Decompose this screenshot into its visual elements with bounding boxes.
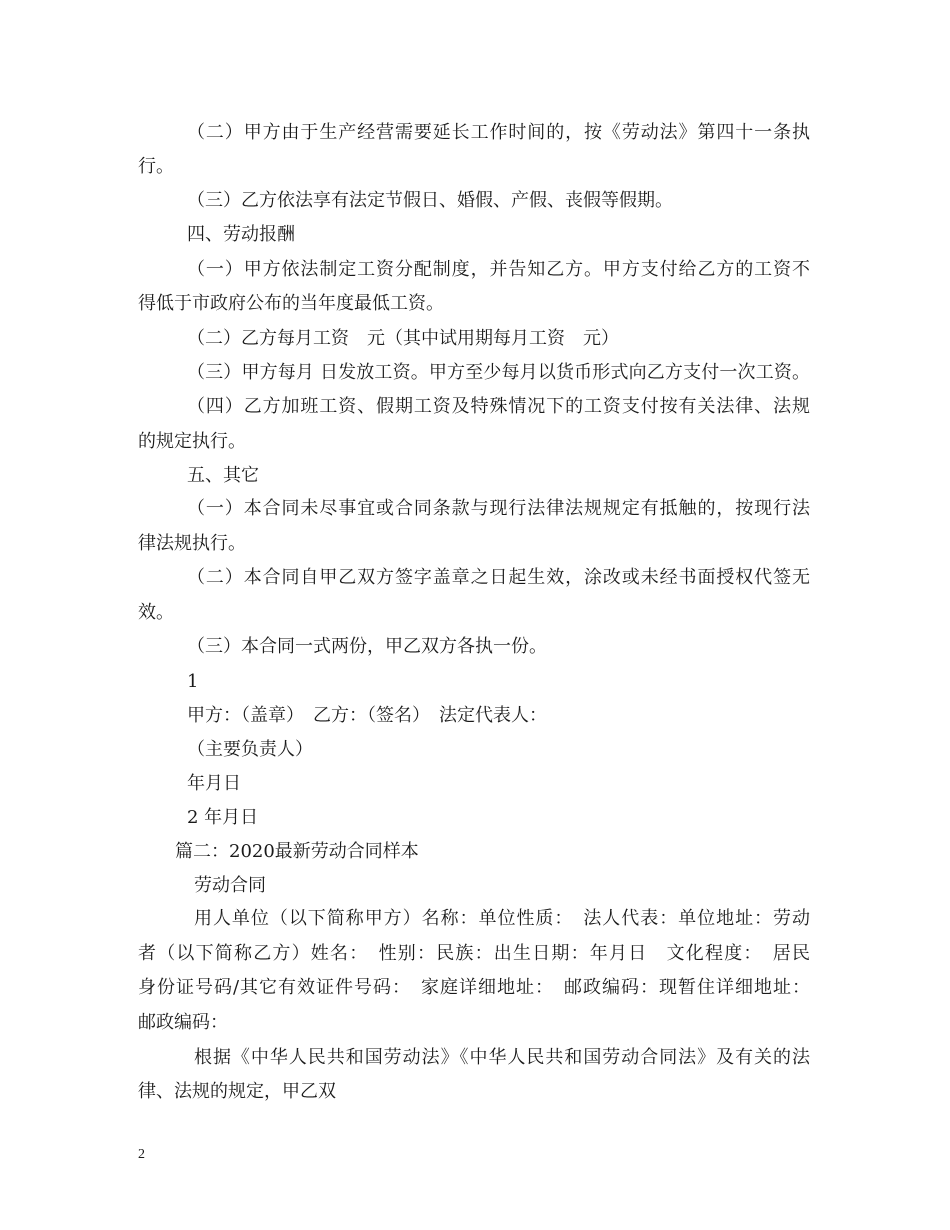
form-line: 用人单位（以下简称甲方）名称：单位性质： 法人代表：单位地址：劳动 [194, 908, 811, 929]
clause-line: （三）甲方每月 日发放工资。甲方至少每月以货币形式向乙方支付一次工资。 [187, 362, 811, 383]
page-number: 2 [138, 1147, 145, 1162]
clause-line: （三）本合同一式两份，甲乙双方各执一份。 [187, 636, 547, 657]
clause-line: （三）乙方依法享有法定节假日、婚假、产假、丧假等假期。 [187, 190, 673, 211]
clause-line: （一）甲方依法制定工资分配制度，并告知乙方。甲方支付给乙方的工资不 [187, 259, 811, 280]
clause-line: （二）甲方由于生产经营需要延长工作时间的，按《劳动法》第四十一条执 [187, 122, 811, 143]
form-line: 邮政编码： [138, 1012, 228, 1033]
clause-line: 得低于市政府公布的当年度最低工资。 [138, 293, 444, 314]
clause-line: （一）本合同未尽事宜或合同条款与现行法律法规规定有抵触的，按现行法 [187, 498, 811, 519]
clause-line: 的规定执行。 [138, 431, 246, 452]
clause-line: 根据《中华人民共和国劳动法》《中华人民共和国劳动合同法》及有关的法 [194, 1047, 811, 1068]
clause-line: 律、法规的规定，甲乙双 [138, 1081, 336, 1102]
form-line: 身份证号码/其它有效证件号码： 家庭详细地址： 邮政编码：现暂住详细地址： [138, 977, 811, 998]
signature-line: （主要负责人） [187, 739, 313, 760]
clause-line: 效。 [138, 602, 174, 623]
date-line: 年月日 [187, 773, 241, 794]
chapter-heading: 篇二：2020最新劳动合同样本 [175, 841, 419, 862]
form-line: 者（以下简称乙方）姓名： 性别：民族：出生日期：年月日 文化程度： 居民 [138, 943, 812, 964]
clause-line: （二）乙方每月工资 元（其中试用期每月工资 元） [187, 328, 619, 349]
section-heading: 四、劳动报酬 [187, 224, 295, 245]
clause-line: 行。 [138, 156, 174, 177]
section-heading: 五、其它 [187, 465, 259, 486]
document-title: 劳动合同 [194, 875, 266, 896]
inline-number: 1 [187, 671, 199, 692]
clause-line: 律法规执行。 [138, 533, 246, 554]
date-line: 2 年月日 [187, 807, 259, 828]
clause-line: （四）乙方加班工资、假期工资及特殊情况下的工资支付按有关法律、法规 [187, 396, 811, 417]
signature-line: 甲方：（盖章） 乙方：（签名） 法定代表人： [187, 705, 547, 726]
clause-line: （二）本合同自甲乙双方签字盖章之日起生效，涂改或未经书面授权代签无 [187, 567, 811, 588]
